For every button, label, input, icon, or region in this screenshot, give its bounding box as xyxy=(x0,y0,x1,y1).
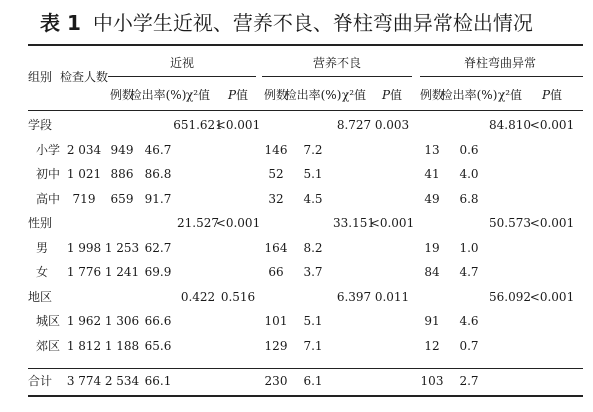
section-label: 学段 xyxy=(28,118,53,132)
malnutrition-cases: 129 xyxy=(264,338,288,353)
examined-count: 1 021 xyxy=(66,167,102,181)
myopia-rate: 91.7 xyxy=(144,191,172,206)
spinal-cases: 91 xyxy=(424,314,440,328)
header-sp-p xyxy=(542,88,562,102)
p-suffix: 值 xyxy=(390,88,403,102)
spinal-p-value: <0.001 xyxy=(529,289,575,304)
total-myopia-rate: 66.1 xyxy=(144,374,172,388)
malnutrition-cases: 66 xyxy=(268,265,284,279)
header-mal-rate: 检出率(%) xyxy=(284,88,342,102)
bottom-rule xyxy=(28,395,583,397)
malnutrition-chi-value: 8.727 xyxy=(336,118,372,132)
spinal-rate: 4.6 xyxy=(459,314,479,328)
section-label: 地区 xyxy=(28,289,53,304)
malnutrition-cases: 146 xyxy=(264,142,288,157)
myopia-chi-value: 651.621 xyxy=(173,118,223,132)
examined-count: 719 xyxy=(72,191,96,206)
malnutrition-chi-value: 6.397 xyxy=(336,289,372,304)
total-spinal-cases: 103 xyxy=(420,374,444,388)
myopia-chi-value: 21.527 xyxy=(177,216,219,230)
row-label: 小学 xyxy=(36,142,61,157)
spinal-cases: 49 xyxy=(424,191,440,206)
malnutrition-rate: 5.1 xyxy=(303,314,323,328)
p-suffix: 值 xyxy=(236,88,249,102)
header-malnutrition: 营养不良 xyxy=(312,56,362,70)
header-bottom-rule xyxy=(28,110,583,111)
myopia-rate: 86.8 xyxy=(144,167,172,181)
malnutrition-cases: 52 xyxy=(268,167,284,181)
myopia-p-value: <0.001 xyxy=(215,118,261,132)
myopia-rate: 46.7 xyxy=(144,142,172,157)
spinal-chi-value: 50.573 xyxy=(489,216,531,230)
spinal-rate: 0.6 xyxy=(459,142,479,157)
malnutrition-p-value: 0.011 xyxy=(374,289,410,304)
spinal-cases: 12 xyxy=(424,338,440,353)
header-myopia-chi: χ²值 xyxy=(185,88,211,102)
section-label: 性别 xyxy=(28,216,53,230)
row-label: 初中 xyxy=(36,167,61,181)
header-group: 组别 xyxy=(28,70,53,84)
total-myopia-cases: 2 534 xyxy=(104,374,140,388)
examined-count: 1 812 xyxy=(66,338,102,353)
spinal-chi-value: 84.810 xyxy=(489,118,531,132)
malnutrition-rate: 7.1 xyxy=(303,338,323,353)
total-spinal-rate: 2.7 xyxy=(459,374,479,388)
myopia-rate: 65.6 xyxy=(144,338,172,353)
header-myopia-rate: 检出率(%) xyxy=(129,88,187,102)
examined-count: 1 962 xyxy=(66,314,102,328)
spinal-cases: 41 xyxy=(424,167,440,181)
header-sp-rate: 检出率(%) xyxy=(440,88,498,102)
spinal-rate: 0.7 xyxy=(459,338,479,353)
myopia-cases: 659 xyxy=(110,191,134,206)
myopia-cases: 1 188 xyxy=(104,338,140,353)
myopia-rate: 62.7 xyxy=(144,240,172,255)
myopia-cases: 886 xyxy=(110,167,134,181)
spinal-rate: 6.8 xyxy=(459,191,479,206)
header-myopia-p xyxy=(228,88,248,102)
header-mal-cases: 例数 xyxy=(263,88,289,102)
examined-count: 1 776 xyxy=(66,265,102,279)
myopia-p-value: <0.001 xyxy=(215,216,261,230)
header-myopia: 近视 xyxy=(169,56,195,70)
p-letter: P xyxy=(227,88,237,102)
total-malnutrition-cases: 230 xyxy=(264,374,288,388)
malnutrition-rate: 3.7 xyxy=(303,265,323,279)
p-letter: P xyxy=(541,88,551,102)
row-label: 高中 xyxy=(36,191,61,206)
malnutrition-cases: 101 xyxy=(264,314,288,328)
header-mal-p xyxy=(382,88,402,102)
myopia-p-value: 0.516 xyxy=(220,289,256,304)
malnutrition-span-rule xyxy=(262,76,412,77)
malnutrition-p-value: <0.001 xyxy=(369,216,415,230)
table-label: 表 1 xyxy=(40,11,81,35)
total-malnutrition-rate: 6.1 xyxy=(303,374,323,388)
spinal-rate: 1.0 xyxy=(459,240,479,255)
myopia-rate: 69.9 xyxy=(144,265,172,279)
malnutrition-p-value: 0.003 xyxy=(374,118,410,132)
myopia-cases: 949 xyxy=(110,142,134,157)
total-rule xyxy=(28,368,583,369)
header-sp-cases: 例数 xyxy=(419,88,445,102)
spinal-chi-value: 56.092 xyxy=(489,289,531,304)
header-myopia-cases: 例数 xyxy=(109,88,135,102)
header-examined: 检查人数 xyxy=(59,70,109,84)
malnutrition-rate: 5.1 xyxy=(303,167,323,181)
p-letter: P xyxy=(381,88,391,102)
row-label: 城区 xyxy=(36,314,61,328)
table-title: 中小学生近视、营养不良、脊柱弯曲异常检出情况 xyxy=(92,11,533,35)
spinal-rate: 4.0 xyxy=(459,167,479,181)
malnutrition-chi-value: 33.151 xyxy=(333,216,375,230)
top-rule xyxy=(28,44,583,46)
spinal-rate: 4.7 xyxy=(459,265,479,279)
header-sp-chi: χ²值 xyxy=(497,88,523,102)
spinal-cases: 13 xyxy=(424,142,440,157)
total-label: 合计 xyxy=(28,374,53,388)
row-label: 男 xyxy=(36,240,49,255)
spinal-p-value: <0.001 xyxy=(529,118,575,132)
total-examined: 3 774 xyxy=(66,374,102,388)
row-label: 女 xyxy=(36,265,49,279)
spinal-span-rule xyxy=(420,76,583,77)
myopia-cases: 1 241 xyxy=(104,265,140,279)
spinal-p-value: <0.001 xyxy=(529,216,575,230)
myopia-cases: 1 253 xyxy=(104,240,140,255)
malnutrition-rate: 4.5 xyxy=(303,191,323,206)
table-caption xyxy=(40,8,580,38)
myopia-rate: 66.6 xyxy=(144,314,172,328)
examined-count: 2 034 xyxy=(66,142,102,157)
spinal-cases: 19 xyxy=(424,240,440,255)
malnutrition-rate: 7.2 xyxy=(303,142,323,157)
spinal-cases: 84 xyxy=(424,265,440,279)
myopia-chi-value: 0.422 xyxy=(180,289,216,304)
myopia-cases: 1 306 xyxy=(104,314,140,328)
malnutrition-cases: 32 xyxy=(268,191,284,206)
malnutrition-cases: 164 xyxy=(264,240,288,255)
malnutrition-rate: 8.2 xyxy=(303,240,323,255)
header-spinal: 脊柱弯曲异常 xyxy=(463,56,537,70)
examined-count: 1 998 xyxy=(66,240,102,255)
header-mal-chi: χ²值 xyxy=(341,88,367,102)
myopia-span-rule xyxy=(108,76,256,77)
row-label: 郊区 xyxy=(36,338,61,353)
p-suffix: 值 xyxy=(550,88,563,102)
